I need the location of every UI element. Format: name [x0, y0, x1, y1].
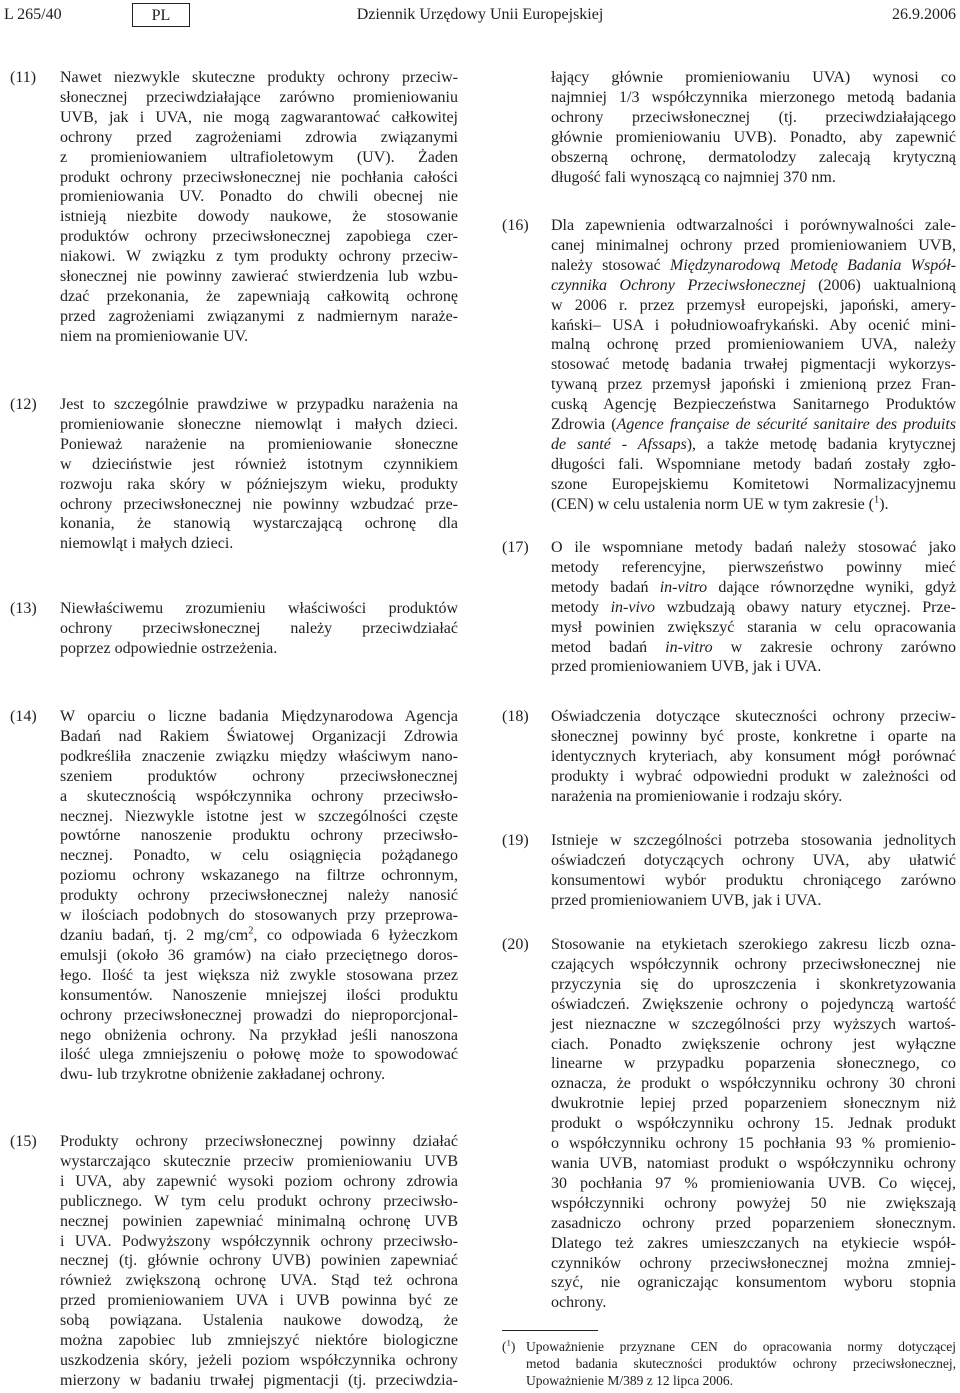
text-line: necznej. Niezwykle istotne jest w szczególności częste — [60, 807, 458, 825]
text-line: słonecznej powinny być proste, konkretne i oparte na — [551, 727, 956, 745]
text-line: słonecznej przeciwdziałające zarówno promieniowaniu — [60, 88, 458, 106]
text-line: canej minimalnej ochrony przed promieniowaniem UVB, — [551, 236, 956, 254]
text-line: promieniowania UV. Ponadto do chwili obecnej nie — [60, 188, 458, 206]
text-line: zasadniczo ochrony przed poparzeniem słonecznym. — [551, 1214, 956, 1232]
text-line: istnieją niezbite dowody naukowe, że stosowanie — [60, 208, 458, 226]
italic-text: czynnika Ochrony Przeciwsłonecznej — [551, 276, 806, 294]
recital-number: (14) — [10, 708, 37, 725]
footnote-marker — [502, 1338, 515, 1355]
footnote-text — [526, 1338, 956, 1389]
text-run: należy stosować — [551, 256, 671, 274]
text-line: Badań nad Rakiem Światowej Organizacji Zdrowia — [60, 727, 458, 745]
recital-text — [551, 707, 956, 807]
text-line — [551, 276, 956, 296]
recital-text — [551, 935, 956, 1313]
text-line — [551, 415, 956, 435]
italic-text: in-vitro — [665, 638, 713, 656]
text-line: Istnieje w szczególności potrzeba stosowania jednolitych — [551, 832, 956, 849]
footnote-separator — [502, 1330, 598, 1331]
text-line: malną ochronę przed promieniowaniem UVA, należy — [551, 336, 956, 354]
text-line: najmniej 1/3 współczynnika mierzonego metodą badania — [551, 88, 956, 106]
text-line: produktów ochrony przeciwsłonecznej zapobiega czer- — [60, 228, 458, 246]
text-line: głównie promieniowaniu UVB). Ponadto, aby zapewnić — [551, 128, 956, 146]
text-line: niemowląt i małych dzieci. — [60, 535, 234, 553]
text-run: metody — [551, 598, 611, 616]
text-line: konsumentów. Nanoszenie mniejszej ilości produktu — [60, 986, 458, 1004]
text-line: ilość ulega zmniejszeniu o połowę może to spowodować — [60, 1046, 458, 1064]
recital-15-continuation — [502, 68, 956, 187]
recital-18 — [502, 707, 956, 807]
italic-text: Agence française de sécurité sanitaire des produits — [616, 416, 957, 434]
text-line: w 2006 r. przez przemysł europejski, japoński, amery- — [551, 296, 956, 314]
text-line: identycznych kryteriach, aby konsument mógł porównać — [551, 747, 956, 765]
text-line: emulsji (około 36 gramów) na ciało przeciętnego doros- — [60, 946, 458, 964]
text-run: dzaniu badań, tj. 2 mg/cm — [60, 926, 249, 944]
italic-text: de santé - Afssaps — [551, 435, 687, 453]
text-line: ochrony przeciwsłonecznej (tj. przeciwdziałającego — [551, 108, 956, 126]
italic-text: Międzynarodową Metodę Badania Współ- — [670, 256, 956, 274]
superscript: 1 — [506, 1337, 511, 1348]
recital-text — [551, 216, 956, 515]
text-line: Produkty ochrony przeciwsłonecznej powinny działać — [60, 1133, 458, 1150]
recital-number: (20) — [502, 936, 529, 953]
text-line: oznacza, że produkt o współczynniku ochrony 30 chroni — [551, 1075, 956, 1093]
text-line: oświadczeń dotyczących ochrony UVA, aby ułatwić — [551, 851, 956, 869]
recital-20 — [502, 935, 956, 1313]
text-line: dwukrotnie lepiej przed poparzeniem słonecznym niż — [551, 1095, 956, 1113]
italic-text: in-vitro — [659, 578, 708, 596]
text-line: Jest to szczególnie prawdziwe w przypadku narażenia na — [60, 396, 458, 413]
text-line: długość fali wynoszącą co najmniej 370 nm. — [551, 168, 836, 186]
text-line: niakowi. W związku z tym produkty ochrony przeciw- — [60, 248, 458, 266]
text-line: Upoważnienie przyznane CEN do opracowania normy dotyczącej — [526, 1339, 956, 1354]
recital-number: (17) — [502, 539, 529, 556]
text-line: poprzez odpowiednie ostrzeżenia. — [60, 639, 278, 657]
text-line: tywaną przez przemysł japoński i zmienioną przez Fran- — [551, 376, 956, 394]
recital-19 — [502, 831, 956, 911]
recital-text — [551, 831, 956, 911]
text-line: necznej (tj. głównie ochrony UVB) powinien zapewniać — [60, 1252, 458, 1270]
text-line: produkty i wybrać odpowiedni produkt w zależności od — [551, 767, 956, 785]
text-line: ochrony przeciwsłonecznej nie powinny wzbudzać prze- — [60, 495, 458, 513]
text-line: Nawet niezwykle skuteczne produkty ochrony przeciw- — [60, 69, 458, 86]
text-line: szone Europejskiemu Komitetowi Normalizacyjnemu — [551, 475, 956, 493]
text-run: ), a także metodę badania krytycznej — [686, 435, 957, 453]
recital-number: (19) — [502, 832, 529, 849]
text-run: ( — [502, 1339, 507, 1354]
text-line: Dlatego też zakres umieszczanych na etykiecie współ- — [551, 1234, 956, 1252]
text-line: stosować metodę badania trwałej pigmentacji wykorzys- — [551, 356, 956, 374]
text-line — [551, 598, 956, 618]
text-line: obszerną ochronę, dermatolodzy zalecają krytyczną — [551, 148, 956, 166]
text-run: metody badań — [551, 578, 660, 596]
recital-number: (16) — [502, 217, 529, 234]
text-line: przed promieniowaniem UVB, jak i UVA. — [551, 658, 822, 676]
page-reference: L 265/40 — [4, 6, 62, 23]
recital-text — [551, 538, 956, 677]
text-line: kański– USA i południowoafrykański. Aby ocenić mini- — [551, 316, 956, 334]
text-line — [551, 256, 956, 276]
text-line: ochrony przeciwsłonecznej prowadzi do nieproporcjonal- — [60, 1006, 458, 1024]
recital-text — [551, 68, 956, 187]
text-line: poziomu ochrony wskazanego na filtrze ochronnym, — [60, 867, 458, 885]
text-line: można zapobiec lub zmniejszyć niektóre biologiczne — [60, 1332, 458, 1350]
text-line: w dzieciństwie jest również istotnym czynnikiem — [60, 455, 458, 473]
text-line: czynników ochrony przeciwsłonecznej można zmniej- — [551, 1254, 956, 1272]
italic-text: in-vivo — [610, 598, 656, 616]
recital-11 — [10, 68, 458, 347]
text-run: dające równorzędne wyniki, gdyż — [707, 578, 956, 596]
text-line: metod badania skuteczności produktów ochrony przeciwsłonecznej, — [526, 1356, 956, 1371]
text-line: UVB, jak i UVA, nie mogą zagwarantować całkowitej — [60, 108, 458, 126]
text-line: rozwoju raka skóry w późniejszym wieku, produkty — [60, 475, 458, 493]
text-run: w zakresie ochrony zarówno — [712, 638, 956, 656]
text-line: Ponieważ narażenie na promieniowanie słoneczne — [60, 435, 458, 453]
superscript: 1 — [874, 494, 880, 506]
text-line: powtórne nanoszenie produktu ochrony przeciwsło- — [60, 827, 458, 845]
recital-number: (18) — [502, 708, 529, 725]
text-line: wystarczająco skutecznie przeciw promieniowaniu UVB — [60, 1152, 458, 1170]
text-line: Dla zapewnienia odtwarzalności i porównywalności zale- — [551, 217, 956, 234]
text-line: uszkodzenia skóry, jeżeli poziom współczynnika ochrony — [60, 1351, 458, 1369]
text-line: dzać przekonania, że zapewniają całkowitą ochronę — [60, 287, 458, 305]
recital-15 — [10, 1132, 458, 1391]
text-line: 30 pochłania 97 % promieniowania UVB. Co więcej, — [551, 1174, 956, 1192]
recital-16 — [502, 216, 956, 515]
text-line: Stosowanie na etykietach szerokiego zakresu liczb ozna- — [551, 936, 956, 953]
text-line: Oświadczenia dotyczące skuteczności ochrony przeciw- — [551, 708, 956, 725]
text-line: promieniowanie słoneczne niemowląt i małych dzieci. — [60, 415, 458, 433]
text-line: metody referencyjne, pierwszeństwo powinny mieć — [551, 558, 956, 576]
text-run: metod badań — [551, 638, 666, 656]
text-line: W oparciu o liczne badania Międzynarodowa Agencja — [60, 708, 458, 725]
text-line: sobą powiązana. Ustalenia naukowe dowodzą, że — [60, 1312, 458, 1330]
recital-number: (13) — [10, 600, 37, 617]
text-line: również zwiększoną ochronę UVA. Stąd też ochrona — [60, 1272, 458, 1290]
text-run: (CEN) w celu ustalenia norm UE w tym zakresie ( — [551, 495, 875, 513]
text-line: linearne w przypadku poparzenia słonecznego, co — [551, 1055, 956, 1073]
recital-17 — [502, 538, 956, 677]
text-line: O ile wspomniane metody badań należy stosować jako — [551, 539, 956, 556]
recital-number: (15) — [10, 1133, 37, 1150]
text-line: współczynniki ochrony powyżej 50 nie zwiększają — [551, 1194, 956, 1212]
superscript: 2 — [248, 925, 254, 937]
text-line: dwu- lub trzykrotne obniżenie zakładanej ochrony. — [60, 1066, 386, 1084]
text-line: szeniem produktów ochrony przeciwsłonecznej — [60, 767, 458, 785]
text-line: przed promieniowaniem UVB, jak i UVA. — [551, 891, 822, 909]
text-line: w ilościach podobnych do stosowanych przy przeprowa- — [60, 907, 458, 925]
text-line: łego. Ilość ta jest większa niż zwykle stosowana przez — [60, 966, 458, 984]
publication-date: 26.9.2006 — [892, 6, 956, 23]
text-line: ochrony przed zagrożeniami zdrowia związanymi — [60, 128, 458, 146]
text-line: szyć, nie ograniczając konsumentom wyboru stopnia — [551, 1274, 956, 1292]
text-line: podkreśliła znaczenie związku między właściwym nano- — [60, 747, 458, 765]
text-line: i UVA, aby zapewnić wysoki poziom ochrony zdrowia — [60, 1172, 458, 1190]
text-line: niem na promieniowanie UV. — [60, 327, 249, 345]
text-line: konania, że stanowią wystarczającą ochronę dla — [60, 515, 458, 533]
footnote — [502, 1338, 956, 1389]
text-line — [551, 495, 956, 515]
text-run: ) — [510, 1339, 516, 1354]
text-line: z promieniowaniem ultrafioletowym (UV). Żaden — [60, 148, 458, 166]
text-line: słonecznej nie powinny zawierać stwierdzenia lub wzbu- — [60, 268, 458, 286]
text-run: Zdrowia ( — [551, 416, 617, 434]
text-line: o współczynniku ochrony 15 pochłania 93 % promienio- — [551, 1135, 956, 1153]
recital-text — [60, 395, 458, 554]
text-line — [60, 926, 458, 946]
text-line: publicznego. W tym celu produkt ochrony przeciwsło- — [60, 1192, 458, 1210]
text-line: ochrony. — [551, 1294, 607, 1312]
recital-number: (12) — [10, 396, 37, 413]
text-line: łający głównie promieniowaniu UVA) wynosi co — [551, 69, 956, 86]
text-line: necznej. Ponadto, w celu osiągnięcia pożądanego — [60, 847, 458, 865]
recital-number: (11) — [10, 69, 37, 86]
text-run: , co odpowiada 6 łyżeczkom — [253, 926, 458, 944]
language-badge: PL — [132, 3, 190, 27]
text-line: ochrony przeciwsłonecznej należy przeciwdziałać — [60, 619, 458, 637]
text-line: wania UVB, natomiast produkt o współczynniku ochrony — [551, 1154, 956, 1172]
text-line: necznej powinien zapewniać minimalną ochronę UVB — [60, 1212, 458, 1230]
text-line: nego obniżenia ochrony. Na przykład jeśli nanoszona — [60, 1026, 458, 1044]
text-line: przed promieniowaniem UVA i UVB powinna być ze — [60, 1292, 458, 1310]
text-line — [551, 435, 956, 455]
recital-text — [60, 599, 458, 659]
text-line: przed zagrożeniami związanymi z nadmiernym naraże- — [60, 307, 458, 325]
text-line: długości fali. Wspomniane metody badań zostały zgło- — [551, 455, 956, 473]
text-run: (2006) uaktualnioną — [805, 276, 957, 294]
recital-text — [60, 68, 458, 347]
text-run: ). — [879, 495, 889, 513]
text-line: Niewłaściwemu zrozumieniu właściwości produktów — [60, 600, 458, 617]
text-line: mysł powinien zwiększyć starania w celu opracowania — [551, 618, 956, 636]
text-line: oświadczeń. Zwiększenie ochrony o pojedynczą wartość — [551, 995, 956, 1013]
text-line — [551, 578, 956, 598]
recital-13 — [10, 599, 458, 659]
text-line: przyczynia się do uproszczenia i skonkretyzowania — [551, 975, 956, 993]
text-line: produkt o współczynniku ochrony 15. Jednak produkt — [551, 1115, 956, 1133]
text-line: produkt ochrony przeciwsłonecznej nie pochłania całości — [60, 168, 458, 186]
text-line: produkty ochrony przeciwsłonecznej należy nanosić — [60, 887, 458, 905]
text-line: ciach. Ponadto zwiększenie ochrony jest wyłączne — [551, 1035, 956, 1053]
recital-text — [60, 707, 458, 1085]
text-line: czających współczynnik ochrony przeciwsłonecznej nie — [551, 955, 956, 973]
recital-14 — [10, 707, 458, 1085]
text-line: jest nieznaczne w szczególności przy wyższych wartoś- — [551, 1015, 956, 1033]
text-line: a skutecznością współczynnika ochrony przeciwsło- — [60, 787, 458, 805]
text-line — [551, 638, 956, 658]
journal-title: Dziennik Urzędowy Unii Europejskiej — [356, 6, 604, 23]
text-line: cuską Agencję Bezpieczeństwa Sanitarnego Produktów — [551, 396, 956, 414]
text-line: Upoważnienie M/389 z 12 lipca 2006. — [526, 1373, 733, 1388]
text-line: i UVA. Podwyższony współczynnik ochrony przeciwsło- — [60, 1232, 458, 1250]
text-run: wzbudzają obawy natury etycznej. Prze- — [655, 598, 956, 616]
recital-text — [60, 1132, 458, 1391]
text-line: mierzony w badaniu trwałej pigmentacji (tj. przeciwdzia- — [60, 1371, 458, 1389]
text-line: konsumentowi wybór produktu chroniącego zarówno — [551, 871, 956, 889]
recital-12 — [10, 395, 458, 554]
text-line: narażenia na promieniowanie i rodzaju skóry. — [551, 787, 843, 805]
